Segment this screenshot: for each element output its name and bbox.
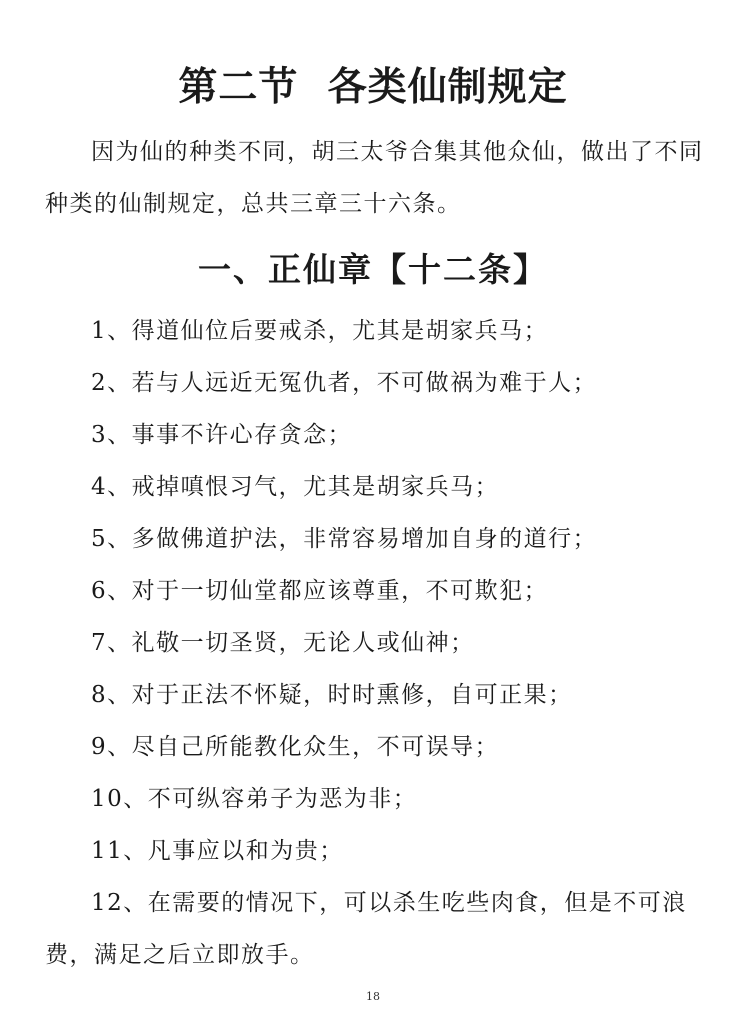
intro-paragraph: 因为仙的种类不同，胡三太爷合集其他众仙，做出了不同种类的仙制规定，总共三章三十六条。: [45, 139, 704, 217]
chapter-title: 一、正仙章【十二条】: [198, 250, 548, 289]
page-number: 18: [366, 990, 380, 1003]
rules-list: [45, 305, 705, 981]
rule-item-12: 12、在需要的情况下，可以杀生吃些肉食，但是不可浪费，满足之后立即放手。: [45, 890, 687, 968]
rule-item-9: 9、尽自己所能教化众生，不可误导；: [91, 734, 500, 760]
rule-item-5: 5、多做佛道护法，非常容易增加自身的道行；: [91, 526, 598, 552]
rule-item-8: 8、对于正法不怀疑，时时熏修，自可正果；: [91, 682, 573, 708]
rule-item-11: 11、凡事应以和为贵；: [91, 838, 344, 864]
rule-item-6: 6、对于一切仙堂都应该尊重，不可欺犯；: [91, 578, 549, 604]
rule-item-1: 1、得道仙位后要戒杀，尤其是胡家兵马；: [91, 318, 549, 344]
rule-item-4: 4、戒掉嗔恨习气，尤其是胡家兵马；: [91, 474, 500, 500]
section-title: 第二节 各类仙制规定: [178, 65, 568, 110]
rule-item-10: 10、不可纵容弟子为恶为非；: [91, 786, 418, 812]
rule-item-3: 3、事事不许心存贪念；: [91, 422, 353, 448]
rule-item-2: 2、若与人远近无冤仇者，不可做祸为难于人；: [91, 370, 598, 396]
rule-item-7: 7、礼敬一切圣贤，无论人或仙神；: [91, 630, 475, 656]
